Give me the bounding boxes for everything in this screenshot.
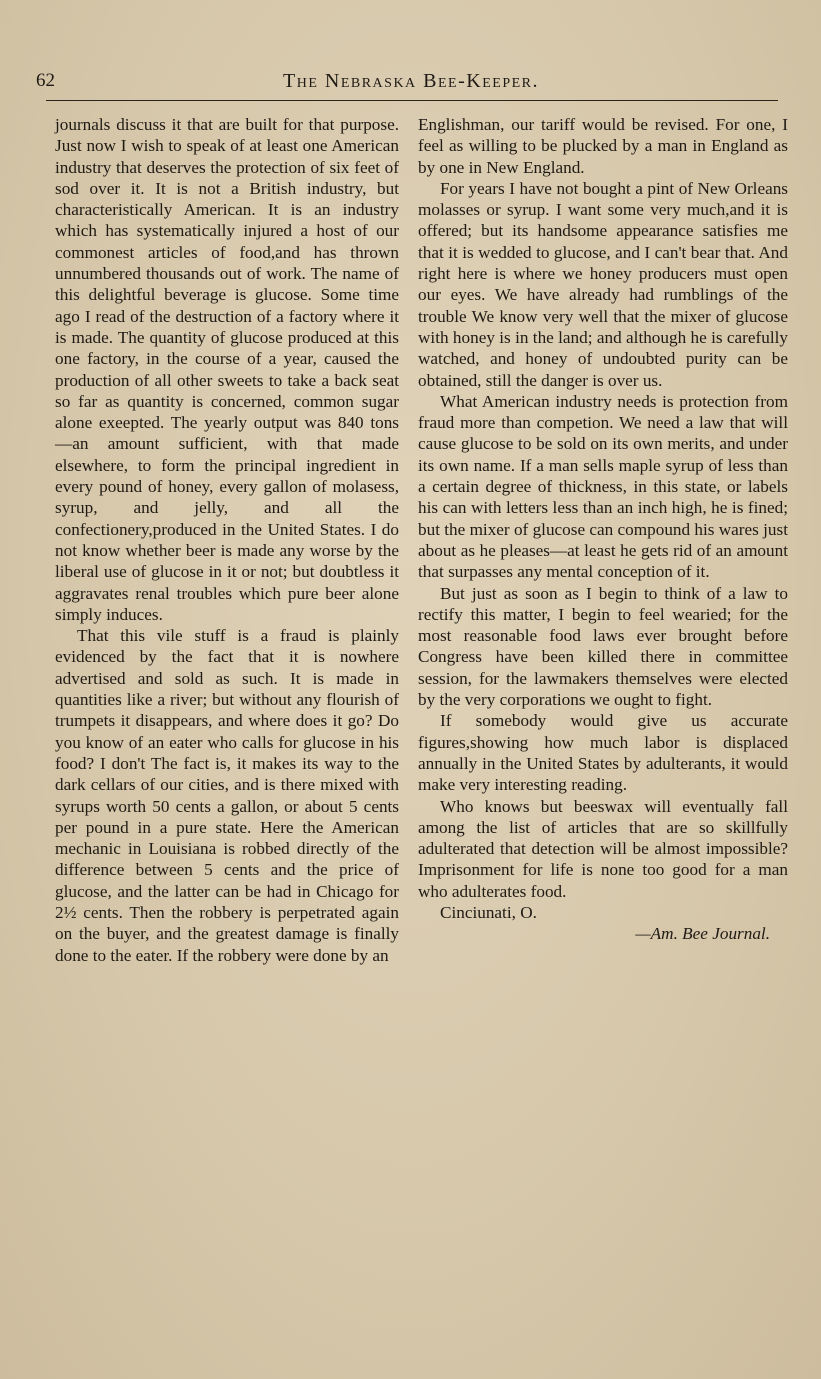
paragraph: That this vile stuff is a fraud is plainly evidenced by the fact that it is nowhere advertised and sold as such. It is made in quantities like a river; but without any flourish of trumpets it disappears, and where does it go? Do you know of an eater who calls for glucose in his food? I don't The fact is, it makes its way to the dark cellars of our cities, and is there mixed with syrups worth 50 cents a gallon, or about 5 cents per pound in a pure state. Here the American mechanic in Louisiana is robbed directly of the difference between 5 cents and the price of glucose, and the latter can be had in Chicago for 2½ cents. Then the robbery is perpetrated again on the buyer, and the greatest damage is finally done to the eater. If the robbery were done by an [55,626,399,965]
header-rule [46,100,778,101]
left-column [55,114,399,966]
right-column [418,114,788,945]
paragraph: journals discuss it that are built for that purpose. Just now I wish to speak of at least one American industry that deserves the protection of six feet of sod over it. It is not a British industry, but characteristically American. It is an industry which has systematically injured a host of our commonest articles of food,and has thrown unnumbered thousands out of work. The name of this delightful beverage is glucose. Some time ago I read of the destruction of a factory where it is made. The quantity of glucose produced at this one factory, in the course of a year, caused the production of all other sweets to take a back seat so far as quantity is concerned, common sugar alone exeepted. The yearly output was 840 tons—an amount sufficient, with that made elsewhere, to form the principal ingredient in every pound of honey, every gallon of molasess, syrup, and jelly, and all the confectionery,produced in the United States. I do not know whether beer is made any worse by the liberal use of glucose in it or not; but doubtless it aggravates renal troubles which pure beer alone simply induces. [55,115,399,624]
paragraph: If somebody would give us accurate figures,showing how much labor is displaced annually in the United States by adulterants, it would make very interesting reading. [418,711,788,795]
running-title: The Nebraska Bee-Keeper. [283,70,539,92]
page-number: 62 [36,70,55,91]
paragraph: But just as soon as I begin to think of a law to rectify this matter, I begin to feel wearied; for the most reasonable food laws ever brought before Congress have been killed there in committee session, for the lawmakers themselves were elected by the very corporations we ought to fight. [418,583,788,710]
paragraph: For years I have not bought a pint of New Orleans molasses or syrup. I want some very much,and it is offered; but its handsome appearance satisfies me that it is wedded to glucose, and I can't bear that. And right here is where we honey producers must open our eyes. We have already had rumblings of the trouble We know very well that the mixer of glucose with honey is in the land; and although he is carefully watched, and honey of undoubted purity can be obtained, still the danger is over us. [418,178,788,390]
page-header [36,70,786,96]
paragraph: Who knows but beeswax will eventually fall among the list of articles that are so skillfully adulterated that detection will be almost impossible? Imprisonment for life is none too good for a man who adulterates food. [418,796,788,901]
dateline-place: Cinciunati, O. [440,902,537,922]
paragraph: What American industry needs is protection from fraud more than competion. We need a law that will cause glucose to be sold on its own merits, and under its own name. If a man sells maple syrup of less than a certain degree of thickness, in this state, or labels his can with letters less than an inch high, he is fined; but the mixer of glucose can compound his wares just about as he pleases—at least he gets rid of an amount that surpasses any mental conception of it. [418,391,788,582]
source-attribution: —Am. Bee Journal. [635,924,770,944]
paragraph: Englishman, our tariff would be revised. For one, I feel as willing to be plucked by a man in England as by one in New England. [418,115,788,177]
